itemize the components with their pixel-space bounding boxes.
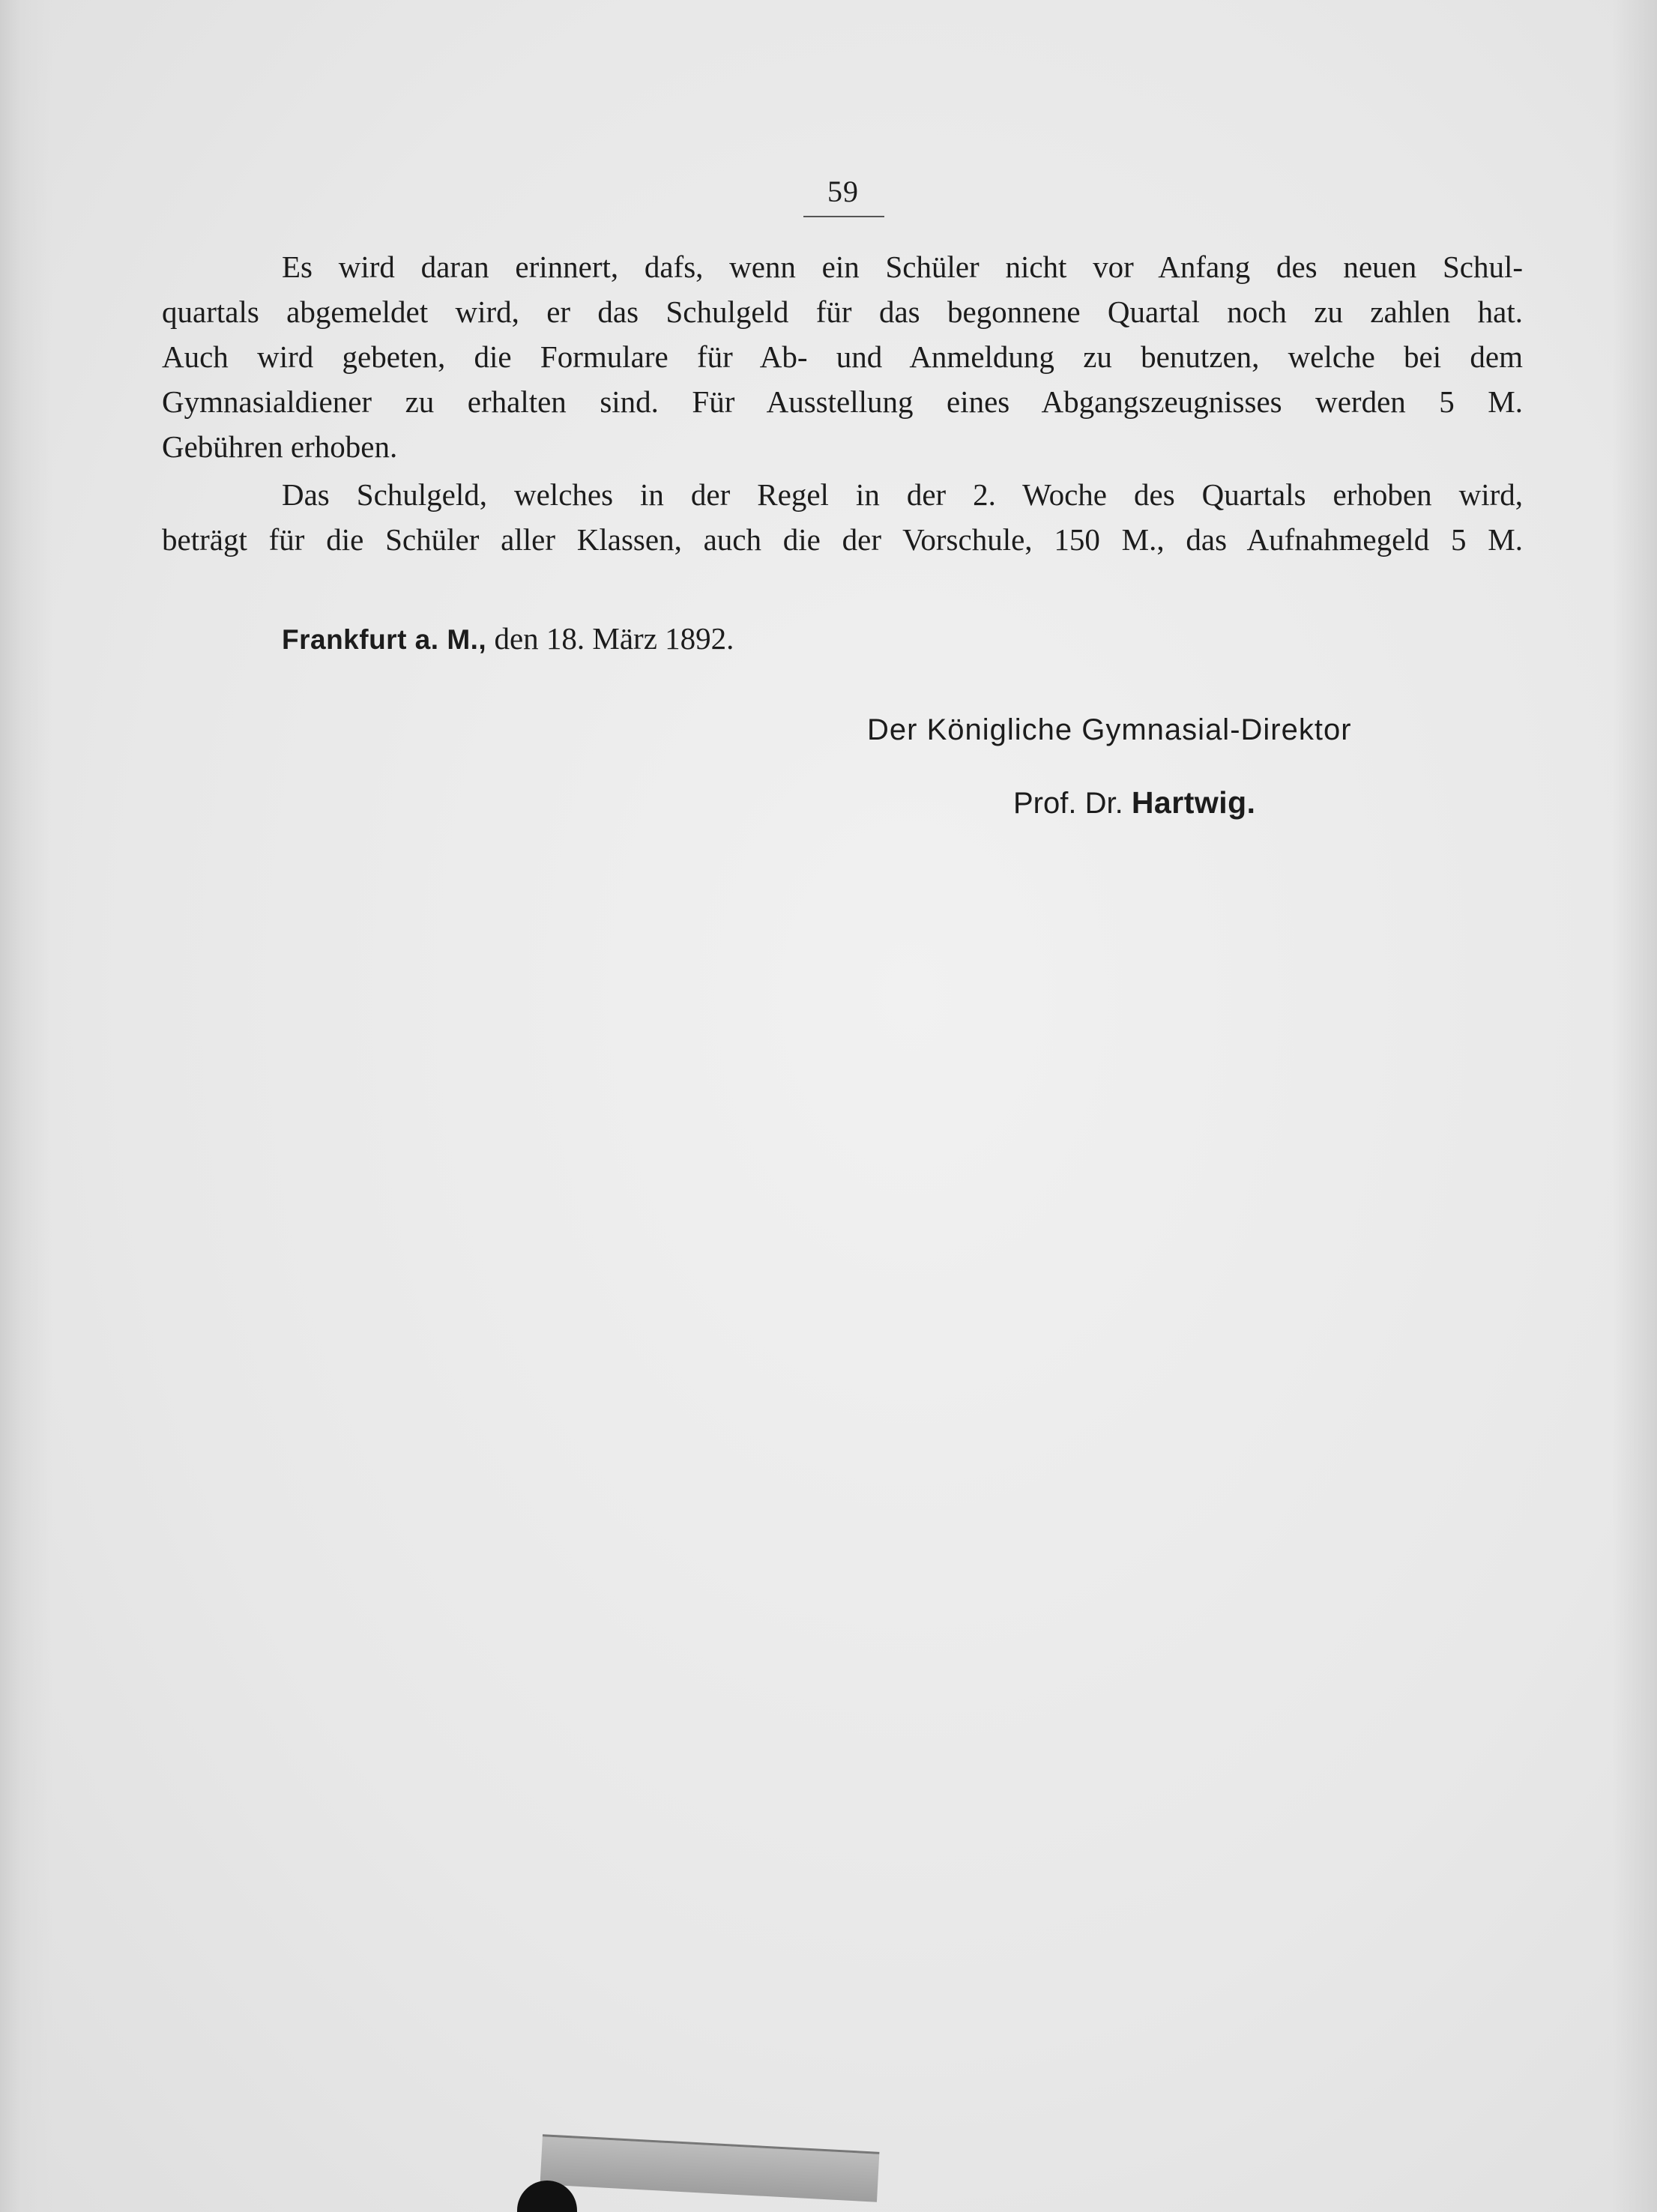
paragraph-line: Auch wird gebeten, die Formulare für Ab- und Anmeldung zu benutzen, welche bei dem (162, 339, 1523, 374)
signature-prefix: Prof. Dr. (1013, 787, 1123, 820)
page-shadow-left (0, 0, 52, 2212)
signature-name (1013, 785, 1256, 821)
paragraph-line: Gebühren erhoben. (162, 429, 398, 464)
page-number: 59 (827, 175, 859, 208)
dateline-date: den 18. März 1892. (494, 621, 734, 656)
dateline-place: Frankfurt a. M., (282, 624, 487, 655)
page-number-rule (803, 216, 884, 217)
paragraph-line: quartals abgemeldet wird, er das Schulgeld für das begonnene Quartal noch zu zahlen hat. (162, 294, 1523, 329)
paragraph-deregistration (162, 244, 1523, 469)
page-shadow-right (1612, 0, 1657, 2212)
paragraph-line: beträgt für die Schüler aller Klassen, auch die der Vorschule, 150 M., das Aufnahmegeld 5 M. (162, 522, 1523, 557)
dateline (282, 620, 734, 656)
signature-surname: Hartwig. (1131, 785, 1256, 820)
signature-title: Der Königliche Gymnasial-Direktor (867, 713, 1352, 746)
paragraph-school-fee (162, 472, 1523, 562)
binding-clip (540, 2134, 880, 2202)
paragraph-line: Das Schulgeld, welches in der Regel in der 2. Woche des Quartals erhoben wird, (282, 477, 1523, 512)
paragraph-line: Gymnasialdiener zu erhalten sind. Für Ausstellung eines Abgangszeugnisses werden 5 M. (162, 384, 1523, 419)
paragraph-line: Es wird daran erinnert, dafs, wenn ein Schüler nicht vor Anfang des neuen Schul- (282, 250, 1523, 284)
